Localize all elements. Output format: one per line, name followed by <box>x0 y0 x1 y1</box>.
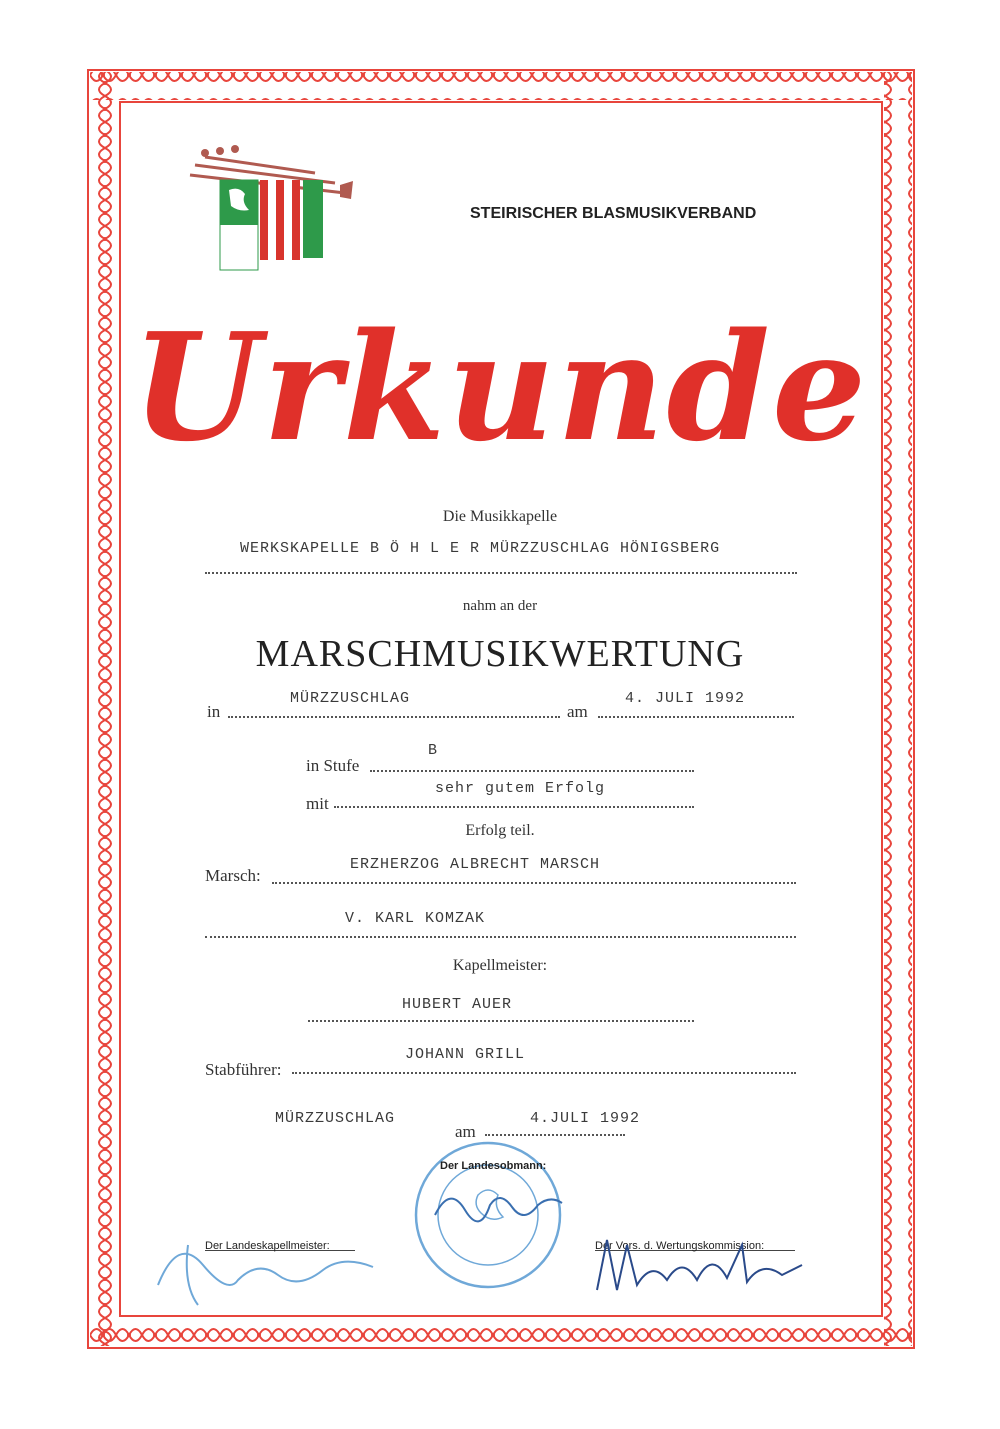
conductor-line <box>308 1020 694 1022</box>
certificate-title: Urkunde <box>131 300 869 474</box>
event-date: 4. JULI 1992 <box>625 690 746 707</box>
signature-icon <box>430 1175 570 1235</box>
styrian-flag-emblem-icon <box>185 135 355 275</box>
conductor-name: HUBERT AUER <box>402 996 513 1013</box>
band-label: Die Musikkapelle <box>442 508 558 525</box>
band-name: WERKSKAPELLE B Ö H L E R MÜRZZUSCHLAG HÖNIGSBERG <box>240 540 721 557</box>
signature-icon <box>148 1225 388 1315</box>
level-value: B <box>428 742 439 759</box>
location-line <box>228 716 560 718</box>
with-label: mit <box>306 794 329 813</box>
signing-date: 4.JULI 1992 <box>530 1110 641 1127</box>
march-name: ERZHERZOG ALBRECHT MARSCH <box>350 856 601 873</box>
result-line <box>334 806 694 808</box>
am-label: am <box>567 702 588 721</box>
conductor-label: Kapellmeister: <box>452 957 548 974</box>
organization-name: STEIRISCHER BLASMUSIKVERBAND <box>470 205 757 222</box>
in-label: in <box>207 702 221 721</box>
level-line <box>370 770 694 772</box>
landesobmann-label: Der Landesobmann: <box>440 1160 547 1172</box>
drum-major-label: Stabführer: <box>205 1060 282 1079</box>
drum-major-line <box>292 1072 796 1074</box>
event-location: MÜRZZUSCHLAG <box>290 690 411 707</box>
march-label: Marsch: <box>205 866 261 885</box>
result-suffix: Erfolg teil. <box>465 822 535 839</box>
signature-icon <box>592 1220 812 1310</box>
result-value: sehr gutem Erfolg <box>435 780 606 797</box>
commission-label: Der Vors. d. Wertungskommission: <box>595 1240 765 1252</box>
signing-place: MÜRZZUSCHLAG <box>275 1110 396 1127</box>
composer-line <box>205 936 796 938</box>
march-line <box>272 882 796 884</box>
landeskapellmeister-label: Der Landeskapellmeister: <box>205 1240 330 1252</box>
band-name-line <box>205 572 797 574</box>
level-label: in Stufe <box>306 756 360 775</box>
participated-label: nahm an der <box>462 598 538 614</box>
event-title: MARSCHMUSIKWERTUNG <box>255 633 745 675</box>
signing-am-label: am <box>455 1122 476 1141</box>
drum-major-name: JOHANN GRILL <box>405 1046 526 1063</box>
composer: V. KARL KOMZAK <box>345 910 486 927</box>
event-date-line <box>598 716 794 718</box>
